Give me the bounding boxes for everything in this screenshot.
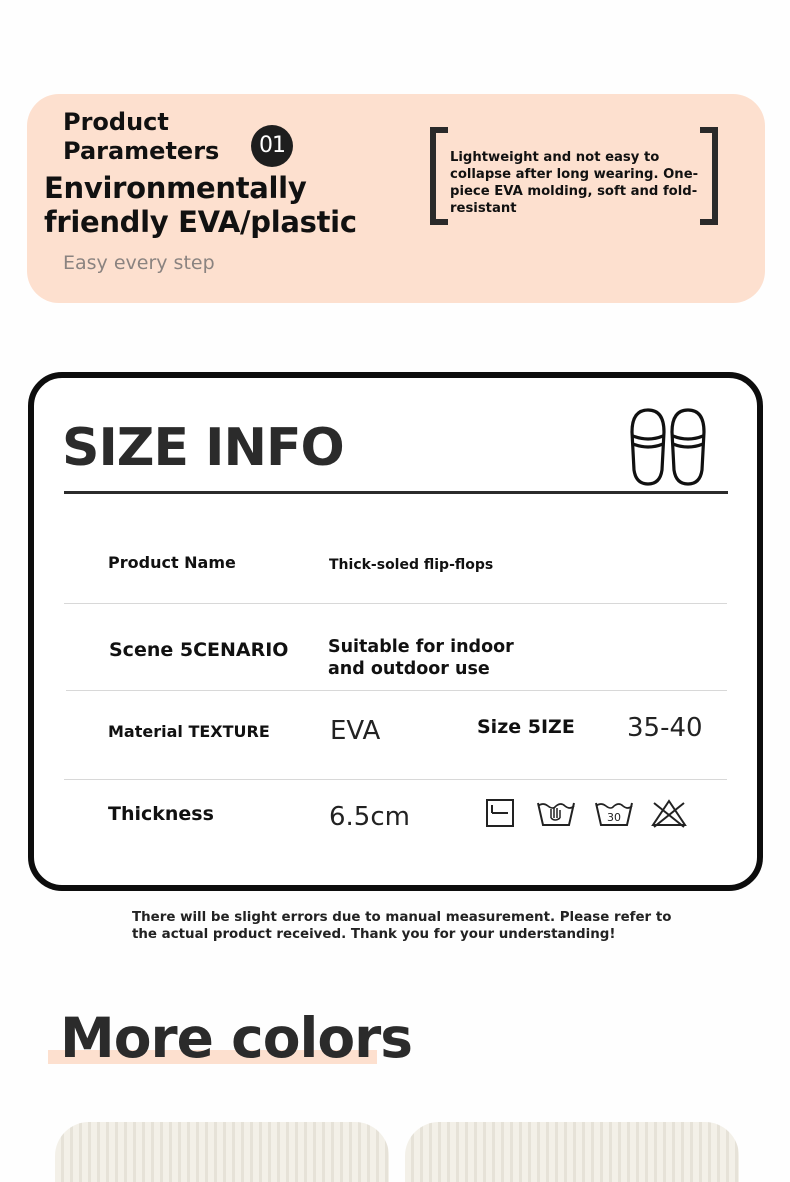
row-divider: [66, 690, 727, 691]
thickness-value: 6.5cm: [329, 802, 410, 832]
do-not-bleach-icon: [650, 797, 688, 829]
tumble-dry-icon: [484, 797, 518, 829]
size-value: 35-40: [627, 713, 703, 743]
color-option-thumbnail[interactable]: [55, 1122, 389, 1182]
row-divider: [64, 779, 727, 780]
size-label: Size 5IZE: [477, 716, 575, 738]
material-label: Material TEXTURE: [108, 722, 270, 741]
section-number-badge: 01: [251, 125, 293, 167]
color-option-thumbnail[interactable]: [405, 1122, 739, 1182]
measurement-note: There will be slight errors due to manual measurement. Please refer to the actual product received. Thank you for your understanding!: [132, 910, 672, 942]
wash-temperature: 30: [607, 811, 621, 824]
more-colors-title: More colors: [60, 1006, 412, 1070]
product-description: Lightweight and not easy to collapse after long wearing. One-piece EVA molding, soft and fold-resistant: [450, 150, 699, 216]
material-value: EVA: [330, 716, 381, 746]
title-underline: [64, 491, 728, 494]
size-info-title: SIZE INFO: [62, 418, 344, 478]
scene-label: Scene 5CENARIO: [109, 639, 289, 661]
hand-wash-icon: [536, 797, 576, 829]
left-bracket-decoration: [430, 127, 448, 225]
slippers-icon: [628, 408, 708, 486]
thickness-label: Thickness: [108, 803, 214, 825]
product-name-label: Product Name: [108, 553, 236, 572]
scene-value: Suitable for indoor and outdoor use: [328, 637, 514, 679]
product-parameters-title: Product Parameters: [63, 108, 220, 165]
product-name-value: Thick-soled flip-flops: [329, 557, 494, 573]
tagline: Easy every step: [63, 252, 215, 274]
material-headline: Environmentally friendly EVA/plastic: [44, 171, 357, 239]
row-divider: [64, 603, 727, 604]
wash-30-icon: [594, 797, 634, 829]
